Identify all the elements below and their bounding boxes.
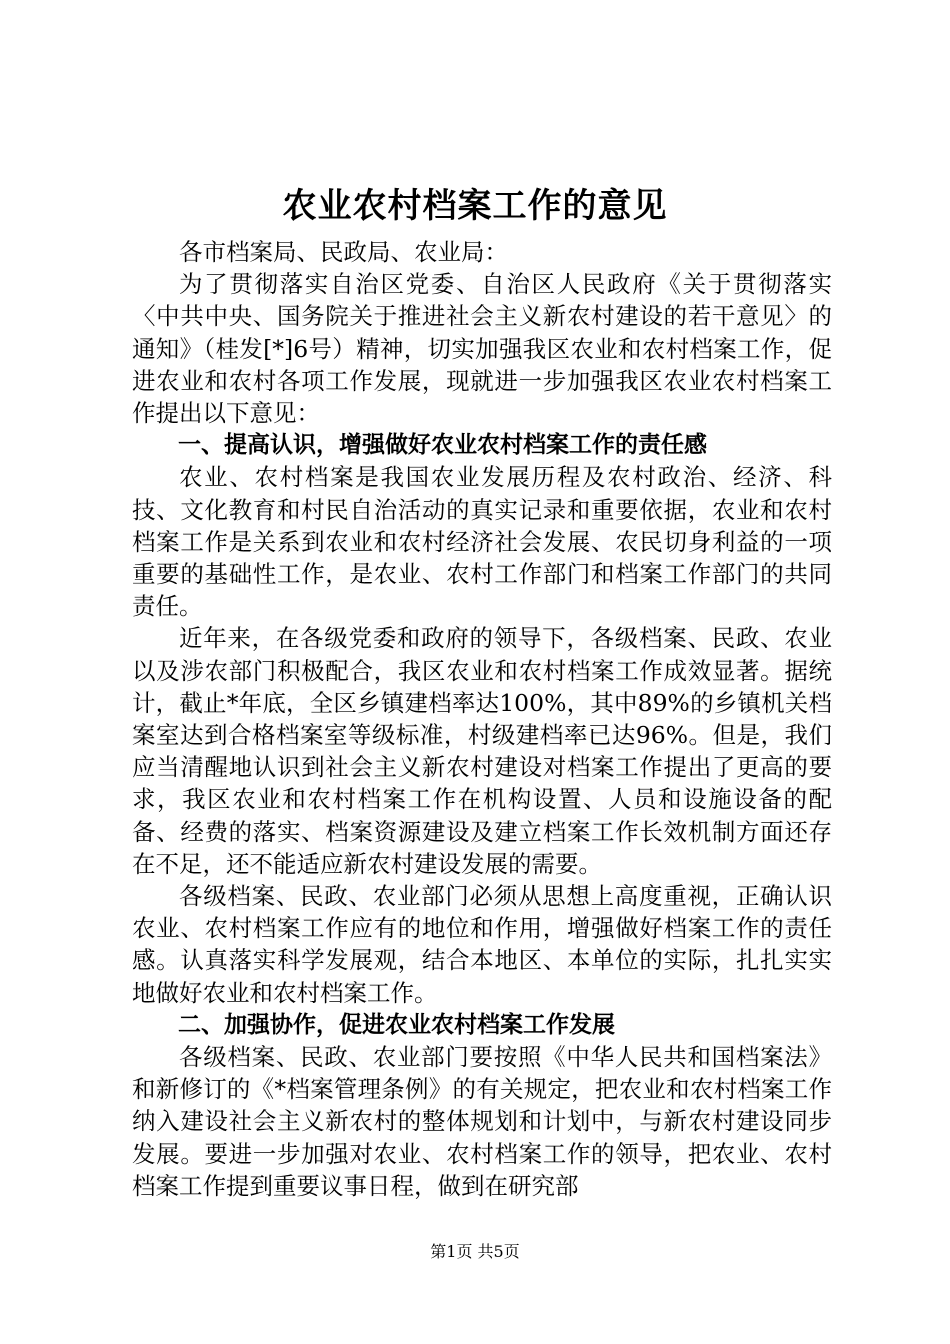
section-heading-2: 二、加强协作，促进农业农村档案工作发展 bbox=[178, 1011, 615, 1038]
document-body bbox=[132, 236, 832, 1202]
page-indicator: 第1页 共5页 bbox=[430, 1242, 520, 1261]
document-title: 农业农村档案工作的意见 bbox=[282, 186, 668, 226]
body-paragraph: 各级档案、民政、农业部门要按照《中华人民共和国档案法》和新修订的《*档案管理条例》的有关规定，把农业和农村档案工作纳入建设社会主义新农村的整体规划和计划中，与新农村建设同步发展。要进一步加强对农业、农村档案工作的领导，把农业、农村档案工作提到重要议事日程，做到在研究部 bbox=[132, 1043, 832, 1200]
body-paragraph: 农业、农村档案是我国农业发展历程及农村政治、经济、科技、文化教育和村民自治活动的真实记录和重要依据，农业和农村档案工作是关系到农业和农村经济社会发展、农民切身利益的一项重要的基础性工作，是农业、农村工作部门和档案工作部门的共同责任。 bbox=[132, 463, 832, 621]
salutation: 各市档案局、民政局、农业局： bbox=[179, 238, 508, 266]
body-paragraph: 各级档案、民政、农业部门必须从思想上高度重视，正确认识农业、农村档案工作应有的地位和作用，增强做好档案工作的责任感。认真落实科学发展观，结合本地区、本单位的实际，扎扎实实地做好农业和农村档案工作。 bbox=[132, 882, 832, 1007]
body-paragraph: 近年来，在各级党委和政府的领导下，各级档案、民政、农业以及涉农部门积极配合，我区农业和农村档案工作成效显著。据统计，截止*年底，全区乡镇建档率达100%，其中89%的乡镇机关档案室达到合格档案室等级标准，村级建档率已达96%。但是，我们应当清醒地认识到社会主义新农村建设对档案工作提出了更高的要求，我区农业和农村档案工作在机构设置、人员和设施设备的配备、经费的落实、档案资源建设及建立档案工作长效机制方面还存在不足，还不能适应新农村建设发展的需要。 bbox=[132, 624, 832, 878]
intro-paragraph: 为了贯彻落实自治区党委、自治区人民政府《关于贯彻落实〈中共中央、国务院关于推进社会主义新农村建设的若干意见〉的通知》（桂发[*]6号）精神，切实加强我区农业和农村档案工作，促进农业和农村各项工作发展，现就进一步加强我区农业农村档案工作提出以下意见： bbox=[132, 270, 832, 428]
section-heading-1: 一、提高认识，增强做好农业农村档案工作的责任感 bbox=[178, 432, 707, 459]
